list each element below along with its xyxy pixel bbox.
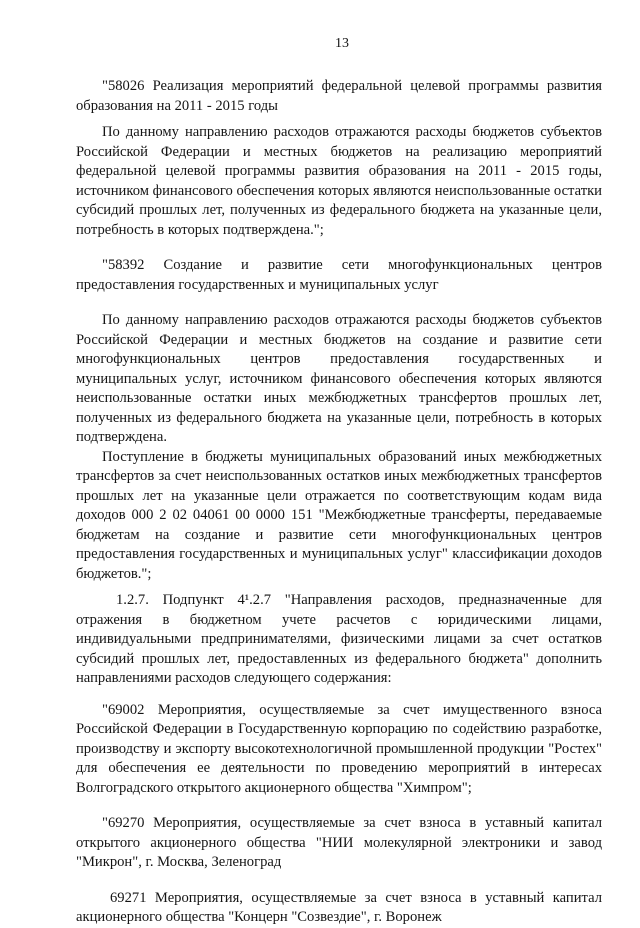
paragraph-58392-heading: "58392 Создание и развитие сети многофункциональных центров предоставления государственных и муниципальных услуг [76, 257, 602, 293]
page-number: 13 [335, 36, 349, 51]
paragraph-58392-description: По данному направлению расходов отражаются расходы бюджетов субъектов Российской Федерации и местных бюджетов на создание и развитие сети многофункциональных центров предоставления государственных и муниципальных услуг, источником финансового обеспечения которых являются неиспользованные остатки иных межбюджетных трансфертов прошлых лет, полученных из федерального бюджета на указанные цели, потребность в которых подтверждена. [76, 312, 602, 445]
paragraph-58026-heading: "58026 Реализация мероприятий федеральной целевой программы развития образования на 2011 - 2015 годы [76, 78, 602, 114]
paragraph-69271: 69271 Мероприятия, осуществляемые за счет взноса в уставный капитал акционерного общества "Концерн "Созвездие", г. Воронеж [76, 889, 602, 925]
paragraph-69002: "69002 Мероприятия, осуществляемые за счет имущественного взноса Российской Федерации в Государственную корпорацию по содействию разработке, производству и экспорту высокотехнологичной промышленной продукции "Ростех" для обеспечения ее деятельности по проведению мероприятий в интересах Волгоградского открытого акционерного общества "Химпром"; [76, 701, 602, 796]
paragraph-69270: "69270 Мероприятия, осуществляемые за счет взноса в уставный капитал открытого акционерного общества "НИИ молекулярной электроники и завод "Микрон", г. Москва, Зеленоград [76, 815, 602, 870]
paragraph-58392-revenue-note: Поступление в бюджеты муниципальных образований иных межбюджетных трансфертов за счет неиспользованных остатков иных межбюджетных трансфертов прошлых лет на указанные цели отражается по соответствующим кодам вида доходов 000 2 02 04061 00 0000 151 "Межбюджетные трансферты, передаваемые бюджетам на создание и развитие сети многофункциональных центров предоставления государственных и муниципальных услуг" классификации доходов бюджетов."; [76, 448, 602, 582]
paragraph-58026-description: По данному направлению расходов отражаются расходы бюджетов субъектов Российской Федерации и местных бюджетов на реализацию мероприятий федеральной целевой программы развития образования на 2011 - 2015 годы, источником финансового обеспечения которых являются неиспользованные остатки субсидий прошлых лет, полученных из федерального бюджета на указанные цели, потребность в которых подтверждена."; [76, 124, 602, 238]
paragraph-subclause-1-2-7: 1.2.7. Подпункт 4¹.2.7 "Направления расходов, предназначенные для отражения в бюджетном учете расчетов с юридическими лицами, индивидуальными предпринимателями, физическими лицами за счет остатков субсидий прошлых лет, предоставленных из федерального бюджета" дополнить направлениями расходов следующего содержания: [76, 592, 602, 686]
